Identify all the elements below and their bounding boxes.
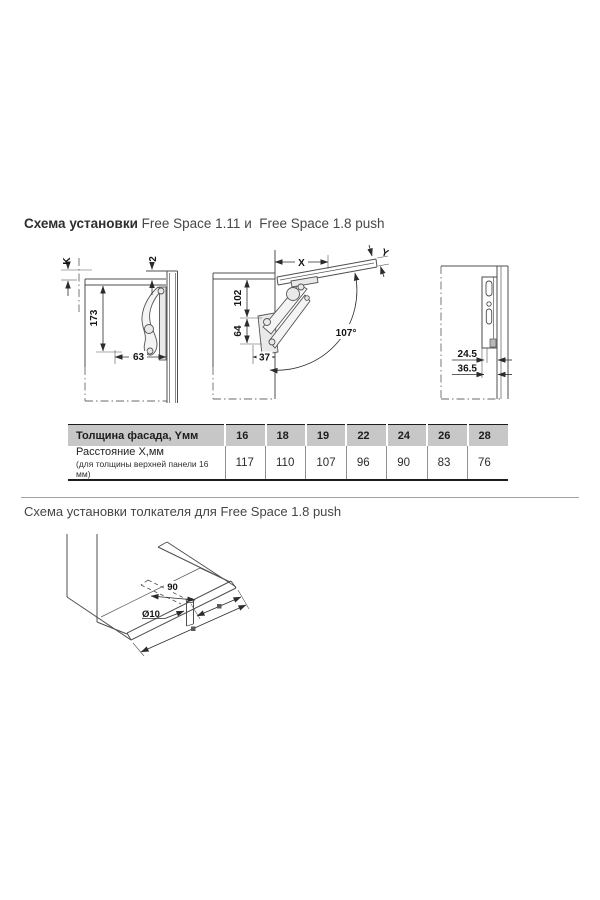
dim-label-90: 90 — [167, 582, 178, 593]
dim-label-angle: 107° — [335, 328, 357, 339]
distance-note: (для толщины верхней панели 16 мм) — [76, 459, 209, 479]
diagram-open-position — [213, 245, 390, 399]
pusher-diagram — [0, 520, 600, 670]
main-pivot — [287, 288, 300, 301]
dim-label-y: Y — [379, 247, 390, 260]
thickness-header-cell: 22 — [346, 425, 386, 447]
distance-label: Расстояние X,мм — [76, 446, 164, 458]
dim-label-173: 173 — [89, 309, 100, 327]
flap-bracket — [291, 277, 318, 288]
thickness-header-cell: 18 — [266, 425, 306, 447]
installation-diagrams — [0, 240, 600, 420]
equal-spacing-mark — [217, 604, 222, 609]
pivot-bottom — [147, 348, 153, 354]
pivot-mid — [145, 325, 154, 334]
distance-cell: 117 — [225, 446, 265, 480]
dim-label-x: X — [298, 258, 305, 269]
pivot — [305, 296, 310, 301]
distance-cell: 76 — [468, 446, 508, 480]
dim-label-diameter: Ø10 — [142, 609, 160, 620]
dim-label-k: K — [62, 257, 73, 265]
distance-cell: 96 — [346, 446, 386, 480]
pivot — [264, 319, 271, 326]
lift-arm — [142, 287, 162, 355]
table-header-label: Толщина фасада, Yмм — [68, 425, 225, 447]
dim-label-63: 63 — [132, 352, 145, 363]
plate-hole — [487, 302, 491, 306]
distance-cell: 83 — [427, 446, 467, 480]
thickness-header-cell: 24 — [387, 425, 427, 447]
table-data-row — [68, 446, 508, 480]
equal-spacing-mark — [191, 627, 196, 632]
plate-slot-bottom — [486, 309, 491, 324]
section-divider — [21, 497, 579, 498]
diagram-closed-position — [61, 256, 178, 403]
diagram-mounting-plate — [441, 266, 512, 399]
thickness-header-cell: 26 — [427, 425, 467, 447]
thickness-header-cell: 16 — [225, 425, 265, 447]
distance-cell: 107 — [306, 446, 346, 480]
dim-label-gap2: 2 — [148, 256, 159, 262]
distance-cell: 90 — [387, 446, 427, 480]
section1-heading-bold: Схема установки — [24, 216, 138, 231]
pivot-top — [158, 288, 164, 294]
lift-arm-plate — [160, 287, 167, 360]
dim-label-36-5: 36.5 — [457, 363, 477, 375]
cabinet-bottom-corner — [67, 534, 236, 640]
pivot — [269, 339, 275, 345]
pivot — [298, 284, 304, 290]
facade-thickness-table — [68, 424, 508, 481]
section1-heading — [24, 216, 385, 231]
distance-cell: 110 — [266, 446, 306, 480]
dim-label-37: 37 — [258, 352, 271, 364]
opening-angle-arc — [270, 273, 357, 370]
thickness-header-cell: 19 — [306, 425, 346, 447]
plate-slot-top — [486, 281, 492, 296]
dim-label-102: 102 — [233, 289, 244, 307]
plate-catch — [490, 339, 496, 347]
table-header-row — [68, 425, 508, 447]
dim-label-64: 64 — [233, 325, 244, 337]
section1-heading-products: Free Space 1.11 и Free Space 1.8 push — [137, 216, 385, 231]
section2-heading: Схема установки толкателя для Free Space 1.8 push — [24, 504, 342, 519]
distance-row-label — [68, 446, 225, 480]
dim-label-24-5: 24.5 — [457, 349, 477, 360]
thickness-header-cell: 28 — [468, 425, 508, 447]
